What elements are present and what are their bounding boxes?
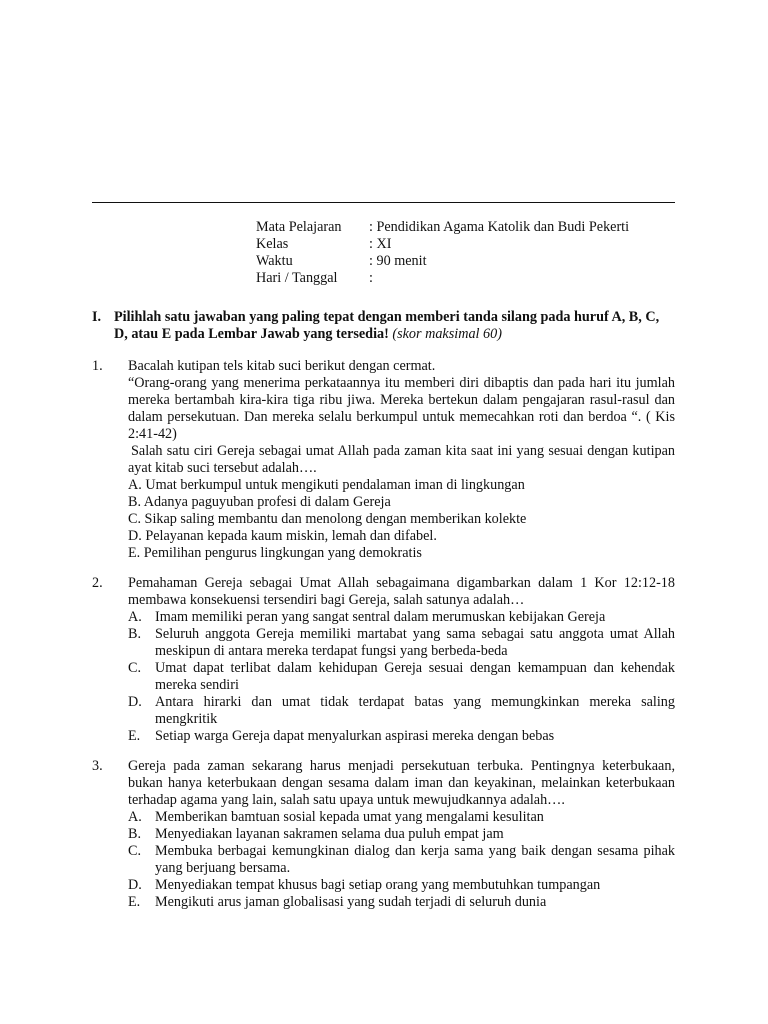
instruction-text: [114, 309, 675, 343]
question-stem: Salah satu ciri Gereja sebagai umat Allah pada zaman kita saat ini yang sesuai dengan kutipan ayat kitab suci tersebut adalah….: [128, 443, 675, 476]
option-text: Memberikan bamtuan sosial kepada umat yang mengalami kesulitan: [155, 809, 544, 825]
info-value: : 90 menit: [369, 253, 427, 269]
option-c: C. Sikap saling membantu dan menolong dengan memberikan kolekte: [128, 511, 527, 527]
option-b: [128, 626, 675, 660]
exam-info: [256, 219, 629, 287]
option-letter: A.: [128, 609, 142, 625]
info-row-class: [256, 236, 629, 253]
info-label: Hari / Tanggal: [256, 270, 338, 286]
option-letter: D.: [128, 877, 142, 893]
option-letter: A.: [128, 809, 142, 825]
option-text: Umat dapat terlibat dalam kehidupan Gereja sesuai dengan kemampuan dan kehendak mereka sendiri: [155, 660, 675, 693]
score-note: (skor maksimal 60): [392, 326, 502, 342]
option-letter: E.: [128, 894, 141, 910]
option-text: Seluruh anggota Gereja memiliki martabat yang sama sebagai satu anggota umat Allah meskipun di antara mereka terdapat fungsi yang berbeda-beda: [155, 626, 675, 659]
option-d: [128, 694, 675, 728]
option-text: Setiap warga Gereja dapat menyalurkan aspirasi mereka dengan bebas: [155, 728, 555, 744]
question-1: [92, 358, 675, 562]
option-a: [128, 609, 675, 626]
question-number: 3.: [92, 758, 103, 774]
info-label: Waktu: [256, 253, 293, 269]
instruction-body: Pilihlah satu jawaban yang paling tepat dengan memberi tanda silang pada huruf A, B, C, D, atau E pada Lembar Jawab yang tersedia!: [114, 309, 660, 342]
option-d: [128, 877, 675, 894]
question-number: 2.: [92, 575, 103, 591]
info-row-subject: [256, 219, 629, 236]
question-stem: Gereja pada zaman sekarang harus menjadi persekutuan terbuka. Pentingnya keterbukaan, bukan hanya keterbukaan dengan sesama dalam iman dan keyakinan, melainkan keterbukaan terhadap agama yang lain, salah satu upaya untuk mewujudkannya adalah….: [128, 758, 675, 808]
header-rule: [92, 202, 675, 203]
option-letter: E.: [128, 728, 141, 744]
option-text: Menyediakan tempat khusus bagi setiap orang yang membutuhkan tumpangan: [155, 877, 601, 893]
option-letter: B.: [128, 826, 142, 842]
option-text: Menyediakan layanan sakramen selama dua puluh empat jam: [155, 826, 504, 842]
section-instruction: [92, 309, 675, 343]
option-b: B. Adanya paguyuban profesi di dalam Gereja: [128, 494, 391, 510]
option-e: [128, 894, 675, 911]
option-e: [128, 728, 675, 745]
option-a: [128, 809, 675, 826]
question-intro: Bacalah kutipan tels kitab suci berikut dengan cermat.: [128, 358, 436, 374]
question-stem: Pemahaman Gereja sebagai Umat Allah sebagaimana digambarkan dalam 1 Kor 12:12-18 membawa konsekuensi tersendiri bagi Gereja, salah satunya adalah…: [128, 575, 675, 608]
info-value: : XI: [369, 236, 392, 252]
info-row-time: [256, 253, 629, 270]
option-letter: D.: [128, 694, 142, 710]
question-number: 1.: [92, 358, 103, 374]
option-text: Mengikuti arus jaman globalisasi yang sudah terjadi di seluruh dunia: [155, 894, 547, 910]
option-text: Antara hirarki dan umat tidak terdapat batas yang memungkinkan mereka saling mengkritik: [155, 694, 675, 727]
section-number: I.: [92, 309, 102, 325]
option-c: [128, 843, 675, 877]
option-d: D. Pelayanan kepada kaum miskin, lemah dan difabel.: [128, 528, 437, 544]
info-value: : Pendidikan Agama Katolik dan Budi Pekerti: [369, 219, 630, 235]
option-c: [128, 660, 675, 694]
info-value: :: [369, 270, 373, 286]
option-text: Imam memiliki peran yang sangat sentral dalam merumuskan kebijakan Gereja: [155, 609, 606, 625]
option-letter: B.: [128, 626, 142, 642]
option-text: Membuka berbagai kemungkinan dialog dan kerja sama yang baik dengan sesama pihak yang berjuang bersama.: [155, 843, 675, 876]
info-row-date: [256, 270, 629, 287]
scripture-quote: “Orang-orang yang menerima perkataannya itu memberi diri dibaptis dan pada hari itu jumlah mereka bertambah kira-kira tiga ribu jiwa. Mereka bertekun dalam pengajaran rasul-rasul dan dalam persekutuan. Dan mereka selalu berkumpul untuk memecahkan roti dan berdoa “. ( Kis 2:41-42): [128, 375, 675, 442]
option-a: A. Umat berkumpul untuk mengikuti pendalaman iman di lingkungan: [128, 477, 525, 493]
option-letter: C.: [128, 660, 142, 676]
option-letter: C.: [128, 843, 142, 859]
info-label: Kelas: [256, 236, 289, 252]
info-label: Mata Pelajaran: [256, 219, 342, 235]
question-3: [92, 758, 675, 911]
question-2: [92, 575, 675, 745]
option-e: E. Pemilihan pengurus lingkungan yang demokratis: [128, 545, 422, 561]
option-b: [128, 826, 675, 843]
